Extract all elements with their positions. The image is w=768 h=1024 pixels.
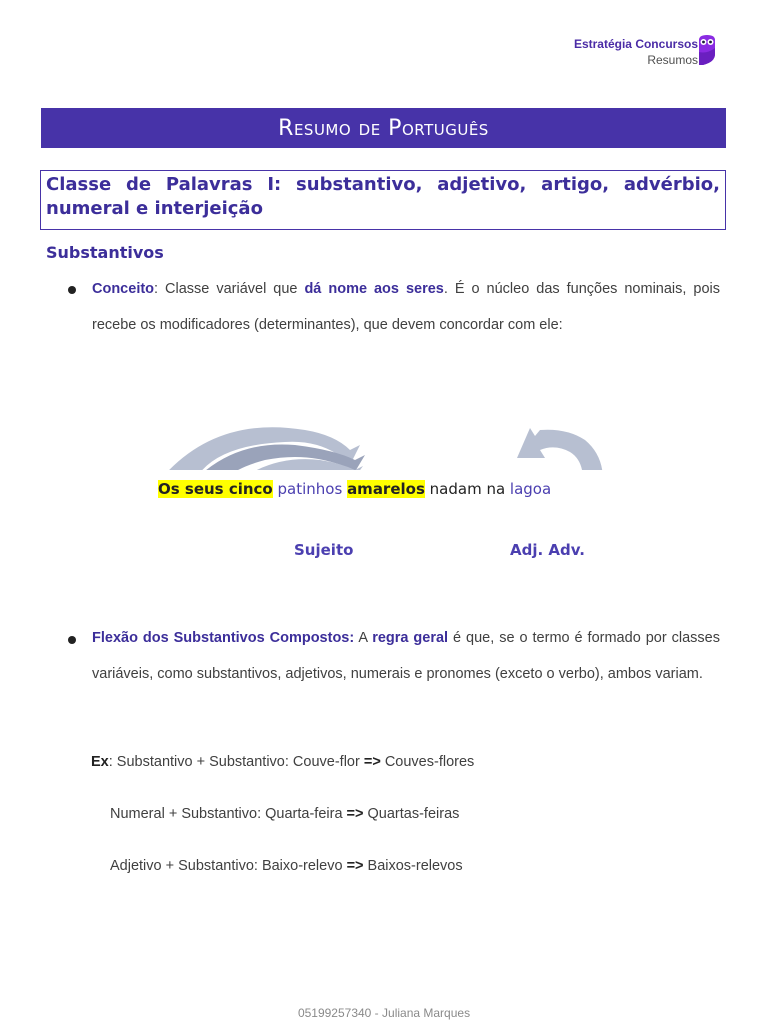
flexao-text-1: A <box>354 630 373 646</box>
flexao-text-2: é que, se o termo é formado por classes variáveis, como substantivos, adjetivos, numerais e pronomes (exceto o verbo), ambos variam. <box>92 630 720 682</box>
page-title: Resumo de Português <box>41 108 726 148</box>
section-title: Substantivos <box>46 243 164 262</box>
ex2-result: Quartas-feiras <box>363 806 460 822</box>
example-line-2 <box>110 806 459 822</box>
brand-block <box>574 36 698 68</box>
ex1-text: : Substantivo + Substantivo: Couve-flor <box>108 754 364 770</box>
word-lagoa: lagoa <box>509 480 552 498</box>
conceito-highlight: dá nome aos seres <box>304 281 444 297</box>
flexao-label: Flexão dos Substantivos Compostos: <box>92 630 355 646</box>
ex-label: Ex <box>91 754 109 770</box>
bullet-dot <box>68 286 76 294</box>
ex1-result: Couves-flores <box>380 754 475 770</box>
flexao-paragraph <box>92 620 720 692</box>
footer-watermark: 05199257340 - Juliana Marques <box>297 1006 471 1020</box>
brand-subtitle: Resumos <box>647 53 698 67</box>
curved-arrow-right-icon <box>517 428 603 480</box>
label-adj-adv: Adj. Adv. <box>510 541 586 559</box>
brand-name: Estratégia Concursos <box>573 37 698 51</box>
regra-geral: regra geral <box>372 630 449 646</box>
subject-heading: Classe de Palavras I: substantivo, adjetivo, artigo, advérbio, numeral e interjeição <box>40 170 726 230</box>
conceito-label: Conceito <box>92 281 155 297</box>
owl-logo-icon <box>697 34 717 66</box>
word-patinhos: patinhos <box>272 480 348 498</box>
highlight-amarelos: amarelos <box>347 480 425 498</box>
arrow-symbol: => <box>346 806 364 822</box>
word-nadam-na: nadam na <box>424 480 510 498</box>
conceito-text-1: : Classe variável que <box>154 281 305 297</box>
conceito-text-2: . É o núcleo das funções nominais, pois recebe os modificadores (determinantes), que devem concordar com ele: <box>92 281 720 333</box>
ex2-text: Numeral + Substantivo: Quarta-feira <box>110 806 347 822</box>
arrow-symbol: => <box>363 754 381 770</box>
ex3-text: Adjetivo + Substantivo: Baixo-relevo <box>110 858 347 874</box>
example-line-3 <box>110 858 463 874</box>
highlight-os-seus-cinco: Os seus cinco <box>158 480 273 498</box>
bullet-dot <box>68 636 76 644</box>
arrow-symbol: => <box>346 858 364 874</box>
ex3-result: Baixos-relevos <box>363 858 463 874</box>
example-sentence <box>158 480 551 498</box>
curved-arrow-left-icon <box>160 427 365 480</box>
label-sujeito: Sujeito <box>294 541 354 559</box>
conceito-paragraph <box>92 271 720 343</box>
example-line-1 <box>91 754 474 770</box>
